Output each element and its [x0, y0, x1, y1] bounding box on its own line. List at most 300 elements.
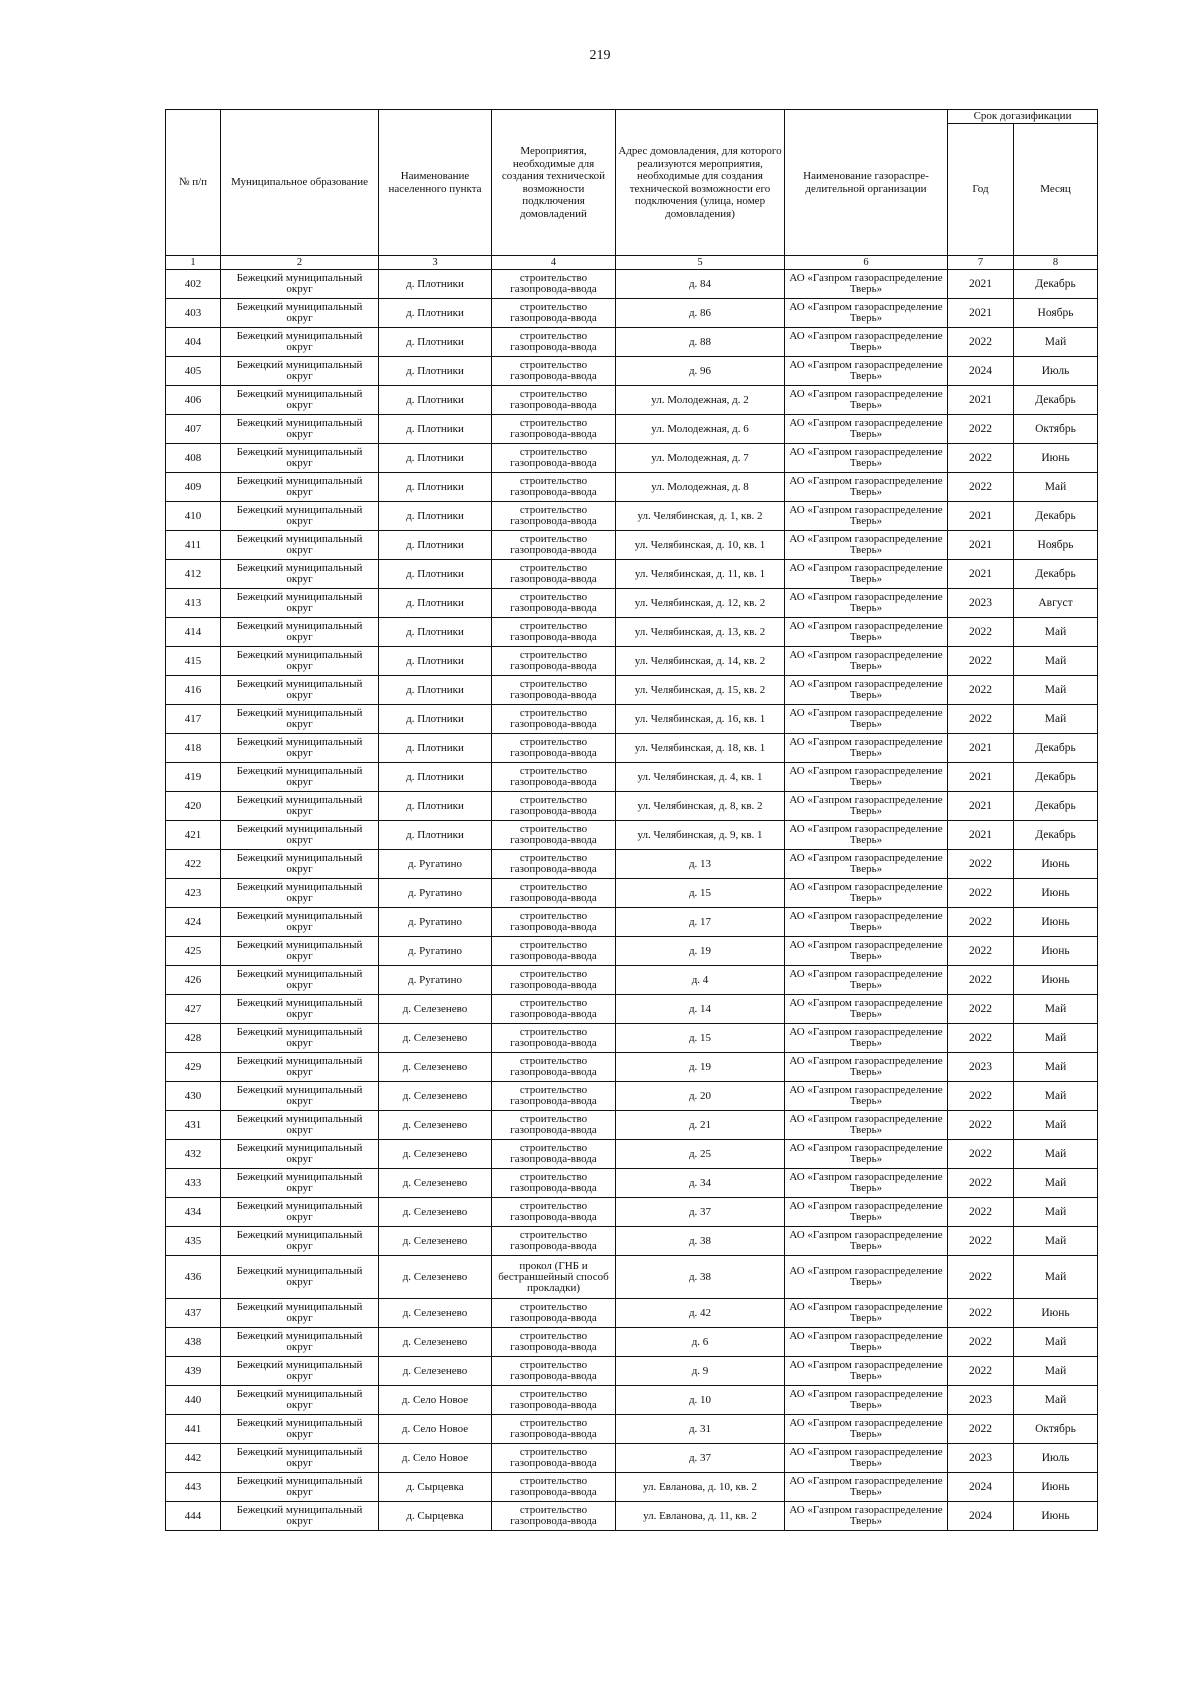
settlement-cell: д. Селезенево [379, 995, 492, 1024]
month-cell: Май [1014, 1227, 1098, 1256]
municipality-cell: Бежецкий муниципальный округ [221, 850, 379, 879]
month-cell: Июнь [1014, 879, 1098, 908]
gas-org-cell: АО «Газпром газораспределение Тверь» [785, 386, 948, 415]
row-number: 407 [166, 415, 221, 444]
municipality-cell: Бежецкий муниципальный округ [221, 1082, 379, 1111]
settlement-cell: д. Село Новое [379, 1415, 492, 1444]
month-cell: Май [1014, 1140, 1098, 1169]
gas-org-cell: АО «Газпром газораспределение Тверь» [785, 850, 948, 879]
address-cell: д. 84 [616, 270, 785, 299]
year-cell: 2024 [948, 1502, 1014, 1531]
address-cell: д. 86 [616, 299, 785, 328]
address-cell: д. 21 [616, 1111, 785, 1140]
month-cell: Декабрь [1014, 734, 1098, 763]
measure-cell: строительство газопровода-ввода [492, 444, 616, 473]
year-cell: 2022 [948, 444, 1014, 473]
month-cell: Декабрь [1014, 763, 1098, 792]
table-row [166, 850, 1098, 879]
gas-org-cell: АО «Газпром газораспределение Тверь» [785, 357, 948, 386]
table-row [166, 328, 1098, 357]
municipality-cell: Бежецкий муниципальный округ [221, 763, 379, 792]
settlement-cell: д. Селезенево [379, 1140, 492, 1169]
month-cell: Май [1014, 676, 1098, 705]
table-row [166, 589, 1098, 618]
row-number: 438 [166, 1328, 221, 1357]
address-cell: д. 37 [616, 1444, 785, 1473]
measure-cell: строительство газопровода-ввода [492, 502, 616, 531]
year-cell: 2021 [948, 270, 1014, 299]
address-cell: ул. Челябинская, д. 16, кв. 1 [616, 705, 785, 734]
gas-org-cell: АО «Газпром газораспределение Тверь» [785, 1198, 948, 1227]
month-cell: Октябрь [1014, 415, 1098, 444]
settlement-cell: д. Плотники [379, 618, 492, 647]
table-row [166, 386, 1098, 415]
table-row [166, 734, 1098, 763]
header-gas-org: Наименование газораспре-делительной организации [785, 110, 948, 256]
measure-cell: прокол (ГНБ и бестраншейный способ прокладки) [492, 1256, 616, 1299]
month-cell: Июнь [1014, 1502, 1098, 1531]
settlement-cell: д. Плотники [379, 299, 492, 328]
gas-org-cell: АО «Газпром газораспределение Тверь» [785, 415, 948, 444]
measure-cell: строительство газопровода-ввода [492, 850, 616, 879]
gas-org-cell: АО «Газпром газораспределение Тверь» [785, 473, 948, 502]
measure-cell: строительство газопровода-ввода [492, 1502, 616, 1531]
gas-org-cell: АО «Газпром газораспределение Тверь» [785, 937, 948, 966]
month-cell: Май [1014, 1169, 1098, 1198]
municipality-cell: Бежецкий муниципальный округ [221, 1169, 379, 1198]
gas-org-cell: АО «Газпром газораспределение Тверь» [785, 1357, 948, 1386]
gas-org-cell: АО «Газпром газораспределение Тверь» [785, 1227, 948, 1256]
gas-org-cell: АО «Газпром газораспределение Тверь» [785, 1473, 948, 1502]
row-number: 427 [166, 995, 221, 1024]
gas-org-cell: АО «Газпром газораспределение Тверь» [785, 444, 948, 473]
gas-org-cell: АО «Газпром газораспределение Тверь» [785, 1082, 948, 1111]
gas-org-cell: АО «Газпром газораспределение Тверь» [785, 676, 948, 705]
measure-cell: строительство газопровода-ввода [492, 966, 616, 995]
measure-cell: строительство газопровода-ввода [492, 1024, 616, 1053]
year-cell: 2024 [948, 357, 1014, 386]
municipality-cell: Бежецкий муниципальный округ [221, 647, 379, 676]
settlement-cell: д. Плотники [379, 821, 492, 850]
settlement-cell: д. Ругатино [379, 966, 492, 995]
address-cell: ул. Молодежная, д. 6 [616, 415, 785, 444]
row-number: 409 [166, 473, 221, 502]
address-cell: ул. Молодежная, д. 7 [616, 444, 785, 473]
settlement-cell: д. Плотники [379, 531, 492, 560]
table-row [166, 1169, 1098, 1198]
municipality-cell: Бежецкий муниципальный округ [221, 560, 379, 589]
month-cell: Ноябрь [1014, 531, 1098, 560]
table-row [166, 1299, 1098, 1328]
municipality-cell: Бежецкий муниципальный округ [221, 1227, 379, 1256]
municipality-cell: Бежецкий муниципальный округ [221, 357, 379, 386]
measure-cell: строительство газопровода-ввода [492, 560, 616, 589]
table-row [166, 270, 1098, 299]
municipality-cell: Бежецкий муниципальный округ [221, 792, 379, 821]
month-cell: Май [1014, 1082, 1098, 1111]
address-cell: ул. Евланова, д. 10, кв. 2 [616, 1473, 785, 1502]
gas-org-cell: АО «Газпром газораспределение Тверь» [785, 299, 948, 328]
gas-org-cell: АО «Газпром газораспределение Тверь» [785, 821, 948, 850]
table-row [166, 618, 1098, 647]
measure-cell: строительство газопровода-ввода [492, 995, 616, 1024]
municipality-cell: Бежецкий муниципальный округ [221, 444, 379, 473]
settlement-cell: д. Селезенево [379, 1053, 492, 1082]
settlement-cell: д. Ругатино [379, 850, 492, 879]
gas-org-cell: АО «Газпром газораспределение Тверь» [785, 792, 948, 821]
table-row [166, 502, 1098, 531]
header-measures: Мероприятия, необходимые для создания технической возможности подключения домовладений [492, 110, 616, 256]
header-month: Месяц [1014, 124, 1098, 256]
gas-org-cell: АО «Газпром газораспределение Тверь» [785, 531, 948, 560]
year-cell: 2022 [948, 1169, 1014, 1198]
gas-org-cell: АО «Газпром газораспределение Тверь» [785, 618, 948, 647]
year-cell: 2021 [948, 734, 1014, 763]
settlement-cell: д. Селезенево [379, 1082, 492, 1111]
row-number: 435 [166, 1227, 221, 1256]
row-number: 439 [166, 1357, 221, 1386]
month-cell: Июнь [1014, 966, 1098, 995]
measure-cell: строительство газопровода-ввода [492, 1227, 616, 1256]
settlement-cell: д. Плотники [379, 560, 492, 589]
gas-org-cell: АО «Газпром газораспределение Тверь» [785, 879, 948, 908]
municipality-cell: Бежецкий муниципальный округ [221, 386, 379, 415]
settlement-cell: д. Плотники [379, 734, 492, 763]
municipality-cell: Бежецкий муниципальный округ [221, 734, 379, 763]
month-cell: Май [1014, 1328, 1098, 1357]
gas-org-cell: АО «Газпром газораспределение Тверь» [785, 1053, 948, 1082]
settlement-cell: д. Селезенево [379, 1256, 492, 1299]
column-number: 2 [221, 256, 379, 270]
header-address: Адрес домовладения, для которого реализуются мероприятия, необходимые для создания технической возможности его подключения (улица, номер домовладения) [616, 110, 785, 256]
measure-cell: строительство газопровода-ввода [492, 1386, 616, 1415]
settlement-cell: д. Плотники [379, 386, 492, 415]
row-number: 420 [166, 792, 221, 821]
column-number: 1 [166, 256, 221, 270]
column-number: 6 [785, 256, 948, 270]
row-number: 429 [166, 1053, 221, 1082]
year-cell: 2022 [948, 1227, 1014, 1256]
row-number: 421 [166, 821, 221, 850]
row-number: 430 [166, 1082, 221, 1111]
settlement-cell: д. Селезенево [379, 1227, 492, 1256]
year-cell: 2021 [948, 763, 1014, 792]
month-cell: Июнь [1014, 444, 1098, 473]
municipality-cell: Бежецкий муниципальный округ [221, 589, 379, 618]
municipality-cell: Бежецкий муниципальный округ [221, 908, 379, 937]
month-cell: Июнь [1014, 850, 1098, 879]
measure-cell: строительство газопровода-ввода [492, 1473, 616, 1502]
settlement-cell: д. Плотники [379, 705, 492, 734]
measure-cell: строительство газопровода-ввода [492, 647, 616, 676]
table-row [166, 995, 1098, 1024]
year-cell: 2022 [948, 908, 1014, 937]
address-cell: ул. Челябинская, д. 13, кв. 2 [616, 618, 785, 647]
table-row [166, 1053, 1098, 1082]
row-number: 403 [166, 299, 221, 328]
address-cell: д. 9 [616, 1357, 785, 1386]
row-number: 436 [166, 1256, 221, 1299]
gas-org-cell: АО «Газпром газораспределение Тверь» [785, 1299, 948, 1328]
month-cell: Май [1014, 705, 1098, 734]
table-row [166, 1140, 1098, 1169]
table-row [166, 299, 1098, 328]
table-row [166, 1198, 1098, 1227]
row-number: 423 [166, 879, 221, 908]
gas-org-cell: АО «Газпром газораспределение Тверь» [785, 734, 948, 763]
municipality-cell: Бежецкий муниципальный округ [221, 1386, 379, 1415]
gas-org-cell: АО «Газпром газораспределение Тверь» [785, 908, 948, 937]
year-cell: 2022 [948, 1415, 1014, 1444]
column-number: 3 [379, 256, 492, 270]
year-cell: 2022 [948, 966, 1014, 995]
address-cell: д. 88 [616, 328, 785, 357]
settlement-cell: д. Ругатино [379, 879, 492, 908]
municipality-cell: Бежецкий муниципальный округ [221, 676, 379, 705]
year-cell: 2021 [948, 502, 1014, 531]
settlement-cell: д. Сырцевка [379, 1473, 492, 1502]
table-row [166, 763, 1098, 792]
header-municipality: Муниципальное образование [221, 110, 379, 256]
year-cell: 2022 [948, 995, 1014, 1024]
settlement-cell: д. Плотники [379, 357, 492, 386]
measure-cell: строительство газопровода-ввода [492, 879, 616, 908]
year-cell: 2021 [948, 560, 1014, 589]
measure-cell: строительство газопровода-ввода [492, 618, 616, 647]
table-row [166, 473, 1098, 502]
table-row [166, 415, 1098, 444]
municipality-cell: Бежецкий муниципальный округ [221, 473, 379, 502]
column-number: 5 [616, 256, 785, 270]
settlement-cell: д. Ругатино [379, 908, 492, 937]
settlement-cell: д. Плотники [379, 763, 492, 792]
address-cell: д. 42 [616, 1299, 785, 1328]
month-cell: Май [1014, 995, 1098, 1024]
municipality-cell: Бежецкий муниципальный округ [221, 1053, 379, 1082]
settlement-cell: д. Село Новое [379, 1444, 492, 1473]
table-row [166, 1328, 1098, 1357]
row-number: 402 [166, 270, 221, 299]
municipality-cell: Бежецкий муниципальный округ [221, 995, 379, 1024]
municipality-cell: Бежецкий муниципальный округ [221, 879, 379, 908]
municipality-cell: Бежецкий муниципальный округ [221, 1024, 379, 1053]
table-row [166, 444, 1098, 473]
month-cell: Октябрь [1014, 1415, 1098, 1444]
column-number-row [166, 256, 1098, 270]
month-cell: Ноябрь [1014, 299, 1098, 328]
year-cell: 2022 [948, 705, 1014, 734]
address-cell: ул. Челябинская, д. 15, кв. 2 [616, 676, 785, 705]
row-number: 437 [166, 1299, 221, 1328]
row-number: 422 [166, 850, 221, 879]
address-cell: д. 4 [616, 966, 785, 995]
measure-cell: строительство газопровода-ввода [492, 705, 616, 734]
column-number: 4 [492, 256, 616, 270]
measure-cell: строительство газопровода-ввода [492, 1444, 616, 1473]
table-body [166, 270, 1098, 1531]
measure-cell: строительство газопровода-ввода [492, 676, 616, 705]
address-cell: ул. Челябинская, д. 1, кв. 2 [616, 502, 785, 531]
gas-org-cell: АО «Газпром газораспределение Тверь» [785, 1415, 948, 1444]
table-row [166, 1473, 1098, 1502]
year-cell: 2022 [948, 1111, 1014, 1140]
settlement-cell: д. Плотники [379, 676, 492, 705]
address-cell: д. 6 [616, 1328, 785, 1357]
settlement-cell: д. Селезенево [379, 1024, 492, 1053]
year-cell: 2022 [948, 937, 1014, 966]
year-cell: 2022 [948, 1299, 1014, 1328]
address-cell: д. 17 [616, 908, 785, 937]
measure-cell: строительство газопровода-ввода [492, 1198, 616, 1227]
table-row [166, 1256, 1098, 1299]
row-number: 418 [166, 734, 221, 763]
municipality-cell: Бежецкий муниципальный округ [221, 1357, 379, 1386]
year-cell: 2021 [948, 299, 1014, 328]
table-row [166, 1111, 1098, 1140]
month-cell: Май [1014, 1386, 1098, 1415]
year-cell: 2021 [948, 531, 1014, 560]
measure-cell: строительство газопровода-ввода [492, 792, 616, 821]
year-cell: 2023 [948, 1386, 1014, 1415]
address-cell: д. 37 [616, 1198, 785, 1227]
municipality-cell: Бежецкий муниципальный округ [221, 966, 379, 995]
month-cell: Июнь [1014, 1299, 1098, 1328]
settlement-cell: д. Плотники [379, 589, 492, 618]
municipality-cell: Бежецкий муниципальный округ [221, 531, 379, 560]
table-row [166, 792, 1098, 821]
column-number: 8 [1014, 256, 1098, 270]
address-cell: ул. Челябинская, д. 9, кв. 1 [616, 821, 785, 850]
header-settlement: Наименование населенного пункта [379, 110, 492, 256]
month-cell: Июнь [1014, 1473, 1098, 1502]
table-row [166, 1502, 1098, 1531]
address-cell: д. 31 [616, 1415, 785, 1444]
settlement-cell: д. Село Новое [379, 1386, 492, 1415]
address-cell: ул. Евланова, д. 11, кв. 2 [616, 1502, 785, 1531]
row-number: 441 [166, 1415, 221, 1444]
table-row [166, 1082, 1098, 1111]
measure-cell: строительство газопровода-ввода [492, 531, 616, 560]
measure-cell: строительство газопровода-ввода [492, 328, 616, 357]
settlement-cell: д. Селезенево [379, 1111, 492, 1140]
settlement-cell: д. Селезенево [379, 1328, 492, 1357]
measure-cell: строительство газопровода-ввода [492, 473, 616, 502]
measure-cell: строительство газопровода-ввода [492, 937, 616, 966]
settlement-cell: д. Сырцевка [379, 1502, 492, 1531]
gas-org-cell: АО «Газпром газораспределение Тверь» [785, 1169, 948, 1198]
municipality-cell: Бежецкий муниципальный округ [221, 1256, 379, 1299]
month-cell: Декабрь [1014, 502, 1098, 531]
gas-org-cell: АО «Газпром газораспределение Тверь» [785, 1140, 948, 1169]
settlement-cell: д. Плотники [379, 647, 492, 676]
row-number: 405 [166, 357, 221, 386]
header-deadline: Срок догазификации [948, 110, 1098, 124]
table-row [166, 879, 1098, 908]
year-cell: 2021 [948, 792, 1014, 821]
settlement-cell: д. Плотники [379, 502, 492, 531]
row-number: 442 [166, 1444, 221, 1473]
settlement-cell: д. Селезенево [379, 1198, 492, 1227]
measure-cell: строительство газопровода-ввода [492, 1299, 616, 1328]
row-number: 415 [166, 647, 221, 676]
measure-cell: строительство газопровода-ввода [492, 270, 616, 299]
year-cell: 2023 [948, 1053, 1014, 1082]
row-number: 444 [166, 1502, 221, 1531]
year-cell: 2022 [948, 1024, 1014, 1053]
municipality-cell: Бежецкий муниципальный округ [221, 1473, 379, 1502]
address-cell: д. 96 [616, 357, 785, 386]
address-cell: ул. Челябинская, д. 8, кв. 2 [616, 792, 785, 821]
year-cell: 2022 [948, 676, 1014, 705]
measure-cell: строительство газопровода-ввода [492, 821, 616, 850]
address-cell: д. 14 [616, 995, 785, 1024]
table-row [166, 676, 1098, 705]
measure-cell: строительство газопровода-ввода [492, 299, 616, 328]
page-number: 219 [589, 48, 611, 63]
measure-cell: строительство газопровода-ввода [492, 734, 616, 763]
gas-org-cell: АО «Газпром газораспределение Тверь» [785, 1386, 948, 1415]
year-cell: 2022 [948, 1082, 1014, 1111]
month-cell: Май [1014, 328, 1098, 357]
settlement-cell: д. Плотники [379, 415, 492, 444]
month-cell: Май [1014, 618, 1098, 647]
gas-org-cell: АО «Газпром газораспределение Тверь» [785, 705, 948, 734]
month-cell: Июнь [1014, 937, 1098, 966]
address-cell: ул. Молодежная, д. 8 [616, 473, 785, 502]
year-cell: 2022 [948, 1357, 1014, 1386]
address-cell: д. 34 [616, 1169, 785, 1198]
measure-cell: строительство газопровода-ввода [492, 1082, 616, 1111]
row-number: 426 [166, 966, 221, 995]
month-cell: Декабрь [1014, 821, 1098, 850]
address-cell: д. 15 [616, 1024, 785, 1053]
month-cell: Июнь [1014, 908, 1098, 937]
table-row [166, 937, 1098, 966]
municipality-cell: Бежецкий муниципальный округ [221, 1415, 379, 1444]
row-number: 408 [166, 444, 221, 473]
year-cell: 2021 [948, 821, 1014, 850]
measure-cell: строительство газопровода-ввода [492, 1357, 616, 1386]
year-cell: 2022 [948, 1256, 1014, 1299]
month-cell: Июль [1014, 1444, 1098, 1473]
month-cell: Май [1014, 1198, 1098, 1227]
month-cell: Июль [1014, 357, 1098, 386]
row-number: 433 [166, 1169, 221, 1198]
month-cell: Май [1014, 1256, 1098, 1299]
gas-org-cell: АО «Газпром газораспределение Тверь» [785, 647, 948, 676]
measure-cell: строительство газопровода-ввода [492, 1140, 616, 1169]
gas-org-cell: АО «Газпром газораспределение Тверь» [785, 328, 948, 357]
row-number: 432 [166, 1140, 221, 1169]
table-header [166, 110, 1098, 270]
address-cell: ул. Челябинская, д. 14, кв. 2 [616, 647, 785, 676]
month-cell: Август [1014, 589, 1098, 618]
settlement-cell: д. Плотники [379, 792, 492, 821]
table-row [166, 1415, 1098, 1444]
measure-cell: строительство газопровода-ввода [492, 386, 616, 415]
municipality-cell: Бежецкий муниципальный округ [221, 415, 379, 444]
measure-cell: строительство газопровода-ввода [492, 415, 616, 444]
year-cell: 2022 [948, 647, 1014, 676]
municipality-cell: Бежецкий муниципальный округ [221, 502, 379, 531]
address-cell: д. 10 [616, 1386, 785, 1415]
month-cell: Декабрь [1014, 386, 1098, 415]
row-number: 419 [166, 763, 221, 792]
address-cell: ул. Челябинская, д. 12, кв. 2 [616, 589, 785, 618]
gas-org-cell: АО «Газпром газораспределение Тверь» [785, 560, 948, 589]
table-row [166, 1357, 1098, 1386]
table-row [166, 908, 1098, 937]
